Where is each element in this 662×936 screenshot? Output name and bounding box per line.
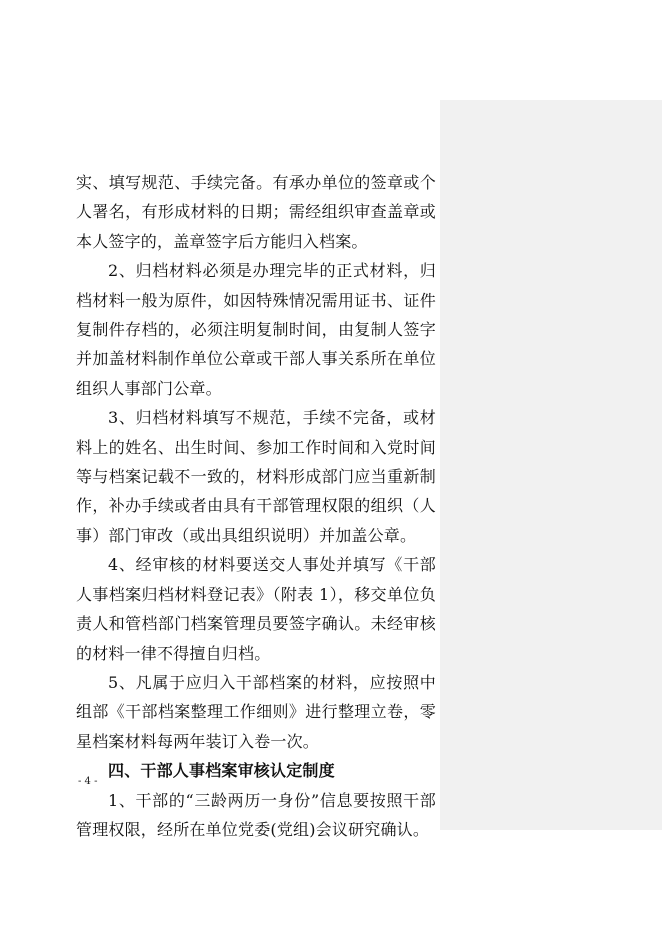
page-number: - 4 - [78, 776, 98, 787]
paragraph-section-item-1: 1、干部的“三龄两历一身份”信息要按照干部管理权限，经所在单位党委(党组)会议研究确认。 [76, 790, 436, 839]
document-body [76, 168, 436, 844]
paragraph-item-5: 5、凡属于应归入干部档案的材料，应按照中组部《干部档案整理工作细则》进行整理立卷，零星档案材料每两年装订入卷一次。 [76, 672, 436, 751]
paragraph-item-2: 2、归档材料必须是办理完毕的正式材料，归档材料一般为原件，如因特殊情况需用证书、证件复制件存档的，必须注明复制时间，由复制人签字并加盖材料制作单位公章或干部人事关系所在单位组织人事部门公章。 [76, 261, 436, 398]
paragraph-item-4: 4、经审核的材料要送交人事处并填写《干部人事档案归档材料登记表》（附表 1），移交单位负责人和管档部门档案管理员要签字确认。未经审核的材料一律不得擅自归档。 [76, 555, 436, 663]
section-heading: 四、干部人事档案审核认定制度 [108, 761, 335, 781]
comment-pane [440, 100, 662, 830]
paragraph-item-3: 3、归档材料填写不规范，手续不完备，或材料上的姓名、出生时间、参加工作时间和入党时间等与档案记载不一致的，材料形成部门应当重新制作，补办手续或者由具有干部管理权限的组织（人事）部门审改（或出具组织说明）并加盖公章。 [76, 408, 436, 545]
paragraph-continuation: 实、填写规范、手续完备。有承办单位的签章或个人署名，有形成材料的日期；需经组织审查盖章或本人签字的，盖章签字后方能归入档案。 [76, 173, 436, 251]
